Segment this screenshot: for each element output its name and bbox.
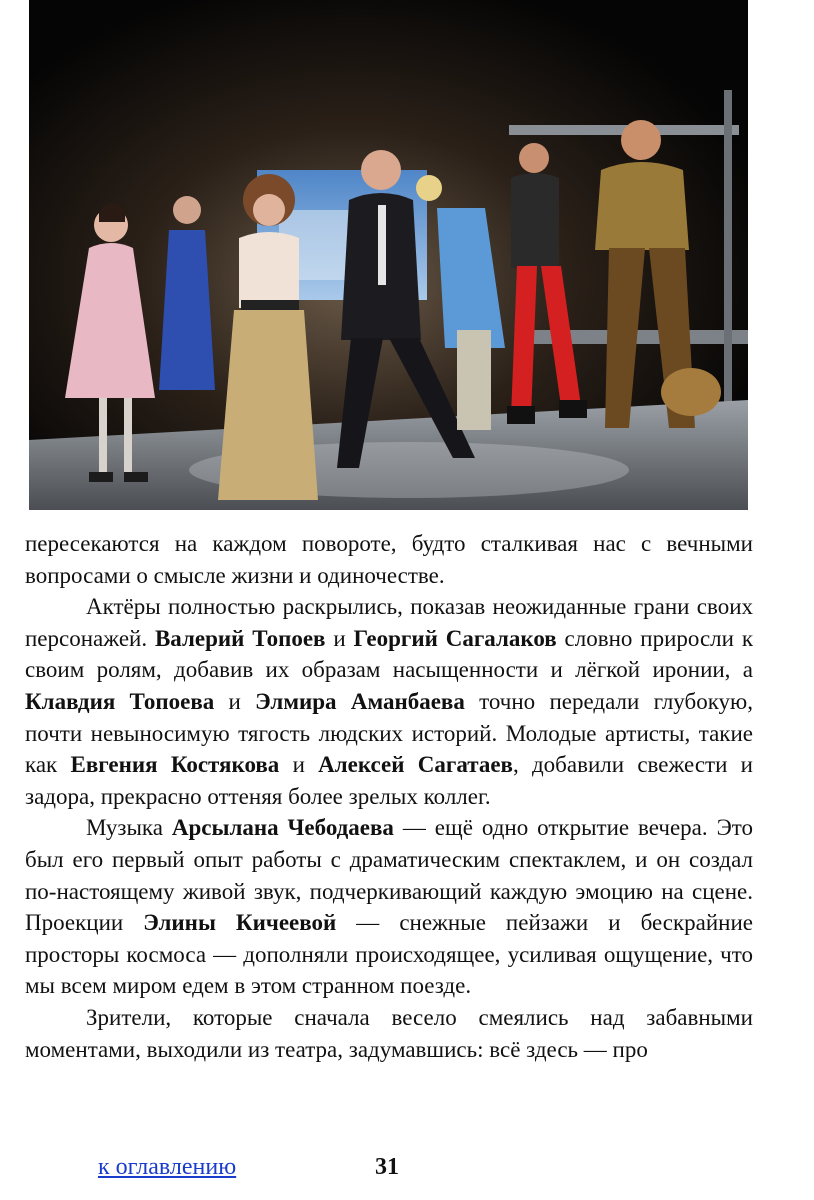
text-run: , добавили свежести и задора, прекрасно оттеняя более зрелых коллег. bbox=[25, 752, 753, 809]
theatre-stage-photo-icon bbox=[29, 0, 748, 510]
text-run: словно приросли к своим ролям, добавив их образам насыщенности и лёгкой иронии, а bbox=[25, 625, 753, 683]
text-run: Актёры полностью раскрылись, показав неожиданные грани своих персонажей. bbox=[25, 594, 753, 651]
paragraph-2 bbox=[25, 591, 753, 812]
composer-name: Арсылана Чебодаева bbox=[171, 815, 394, 841]
article-text bbox=[25, 528, 753, 1065]
page-number: 31 bbox=[375, 1154, 399, 1180]
actor-name: Алексей Сагатаев bbox=[318, 752, 513, 778]
toc-link[interactable]: к оглавлению bbox=[98, 1154, 237, 1180]
actor-name: Клавдия Топоева bbox=[25, 688, 215, 714]
text-run: Зрители, которые сначала весело смеялись над забавными моментами, выходили из театра, задумавшись: всё здесь — про bbox=[25, 1004, 753, 1062]
projection-artist-name: Элины Кичеевой bbox=[143, 910, 337, 936]
actor-name: Георгий Сагалаков bbox=[353, 625, 557, 651]
text-run: — ещё одно открытие вечера. Это был его первый опыт работы с драматическим спектаклем, и он создал по-настоящему живой звук, подчеркивающий каждую эмоцию на сцене. Проекции bbox=[25, 815, 753, 936]
text-run: и bbox=[325, 625, 354, 651]
page-footer bbox=[98, 1154, 498, 1190]
text-run: и bbox=[279, 752, 319, 778]
stage-photo bbox=[29, 0, 748, 510]
text-run: точно передали глубокую, почти невыносимую тягость людских историй. Молодые артисты, такие как bbox=[25, 688, 753, 778]
paragraph-1 bbox=[25, 528, 753, 591]
text-run: и bbox=[214, 688, 256, 714]
text-run: Музыка bbox=[86, 815, 172, 841]
actor-name: Евгения Костякова bbox=[70, 752, 280, 778]
paragraph-4 bbox=[25, 1002, 753, 1065]
paragraph-3 bbox=[25, 812, 753, 1002]
actor-name: Элмира Аманбаева bbox=[255, 688, 465, 714]
actor-name: Валерий Топоев bbox=[154, 625, 326, 651]
text-run: пересекаются на каждом повороте, будто сталкивая нас с вечными вопросами о смысле жизни и одиночестве. bbox=[25, 531, 753, 588]
text-run: — снежные пейзажи и бескрайние просторы космоса — дополняли происходящее, усиливая ощущение, что мы всем миром едем в этом странном поезде. bbox=[25, 910, 754, 999]
